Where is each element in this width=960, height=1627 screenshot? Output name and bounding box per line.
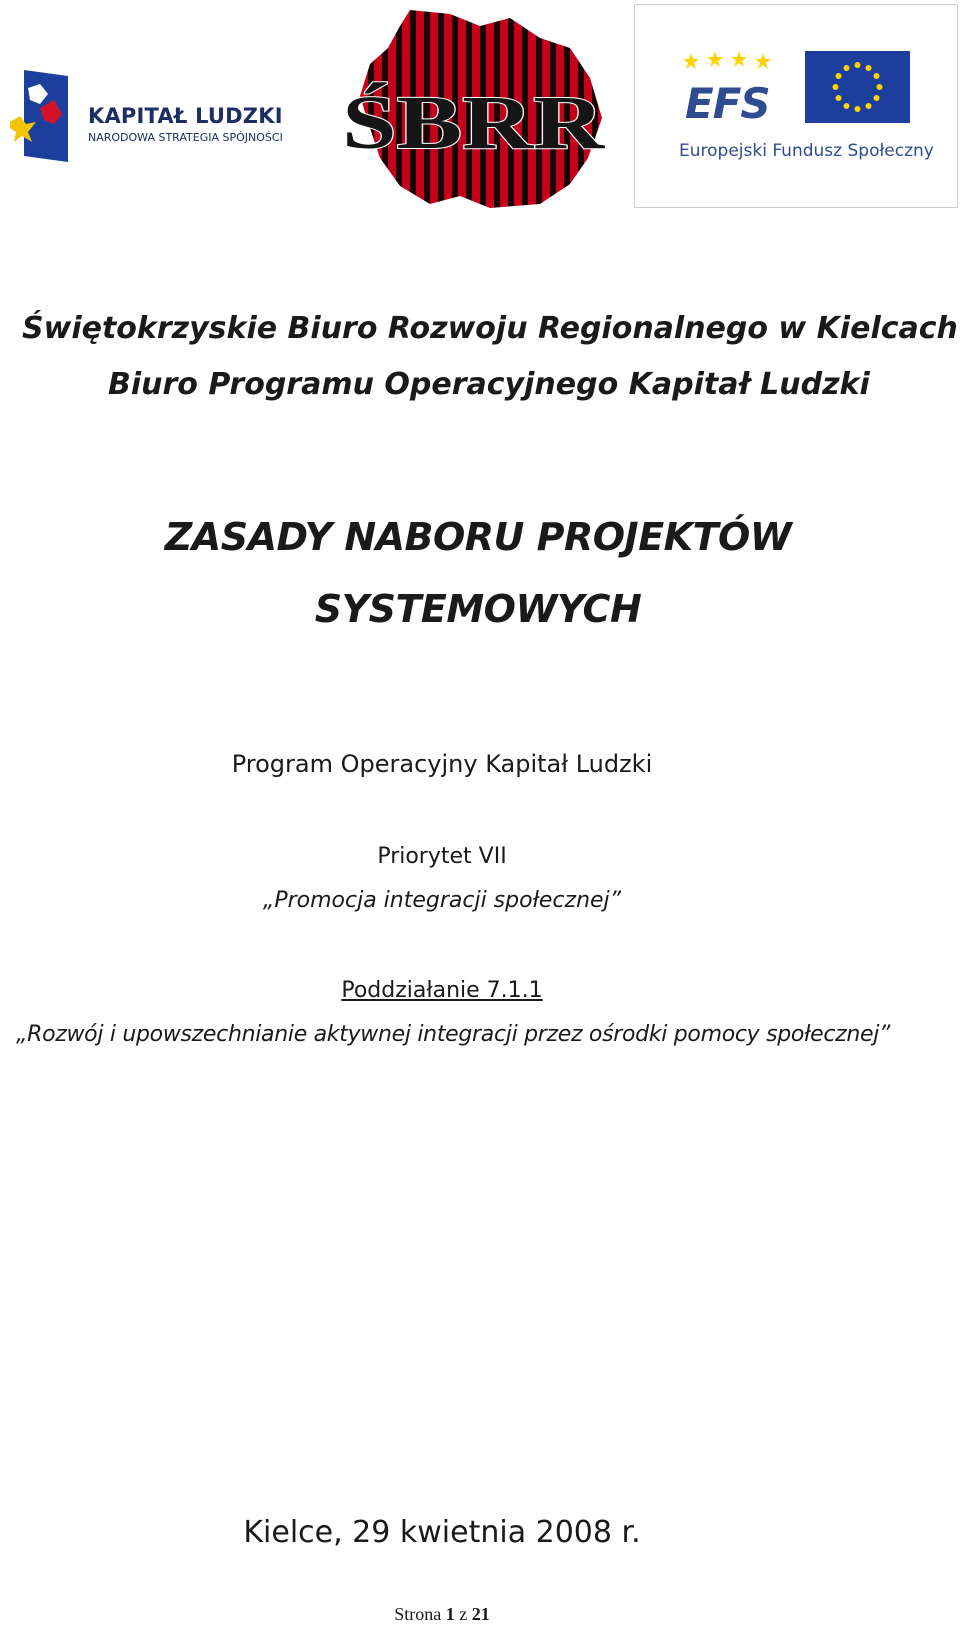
sbrr-logo xyxy=(340,8,625,210)
kapital-ludzki-logo xyxy=(10,66,300,166)
eu-flag-icon xyxy=(805,51,910,123)
page-current: 1 xyxy=(445,1604,455,1624)
efs-caption: Europejski Fundusz Społeczny xyxy=(679,141,934,161)
sub-measure-label: Poddziałanie 7.1.1 xyxy=(341,978,543,1003)
efs-logo xyxy=(634,4,958,208)
place-and-date: Kielce, 29 kwietnia 2008 r. xyxy=(243,1515,641,1550)
page-total: 21 xyxy=(471,1604,490,1624)
page-footer-prefix: Strona xyxy=(394,1604,442,1624)
sub-measure-name: „Rozwój i upowszechnianie aktywnej integracji przez ośrodki pomocy społecznej” xyxy=(16,1022,891,1047)
page-footer-sep: z xyxy=(459,1604,468,1624)
organization-name: Świętokrzyskie Biuro Rozwoju Regionalnego w Kielcach xyxy=(22,311,958,346)
page-footer xyxy=(0,1604,922,1625)
kapital-ludzki-subtitle: NARODOWA STRATEGIA SPÓJNOŚCI xyxy=(88,131,283,144)
program-name: Program Operacyjny Kapitał Ludzki xyxy=(231,750,653,778)
kapital-ludzki-text xyxy=(88,104,283,144)
sbrr-region-map-icon xyxy=(340,8,625,210)
efs-stars-icon xyxy=(683,51,783,71)
document-title-line2: SYSTEMOWYCH xyxy=(314,587,642,631)
document-title-line1: ZASADY NABORU PROJEKTÓW xyxy=(164,515,792,559)
kapital-ludzki-flag-icon xyxy=(10,70,68,162)
efs-letters: EFS xyxy=(685,79,770,128)
organization-office: Biuro Programu Operacyjnego Kapitał Ludzki xyxy=(108,367,870,402)
priority-name: „Promocja integracji społecznej” xyxy=(262,888,622,913)
sbrr-logo-text: ŚBRR xyxy=(342,81,606,165)
priority-label: Priorytet VII xyxy=(377,844,507,869)
kapital-ludzki-title: KAPITAŁ LUDZKI xyxy=(88,104,283,128)
